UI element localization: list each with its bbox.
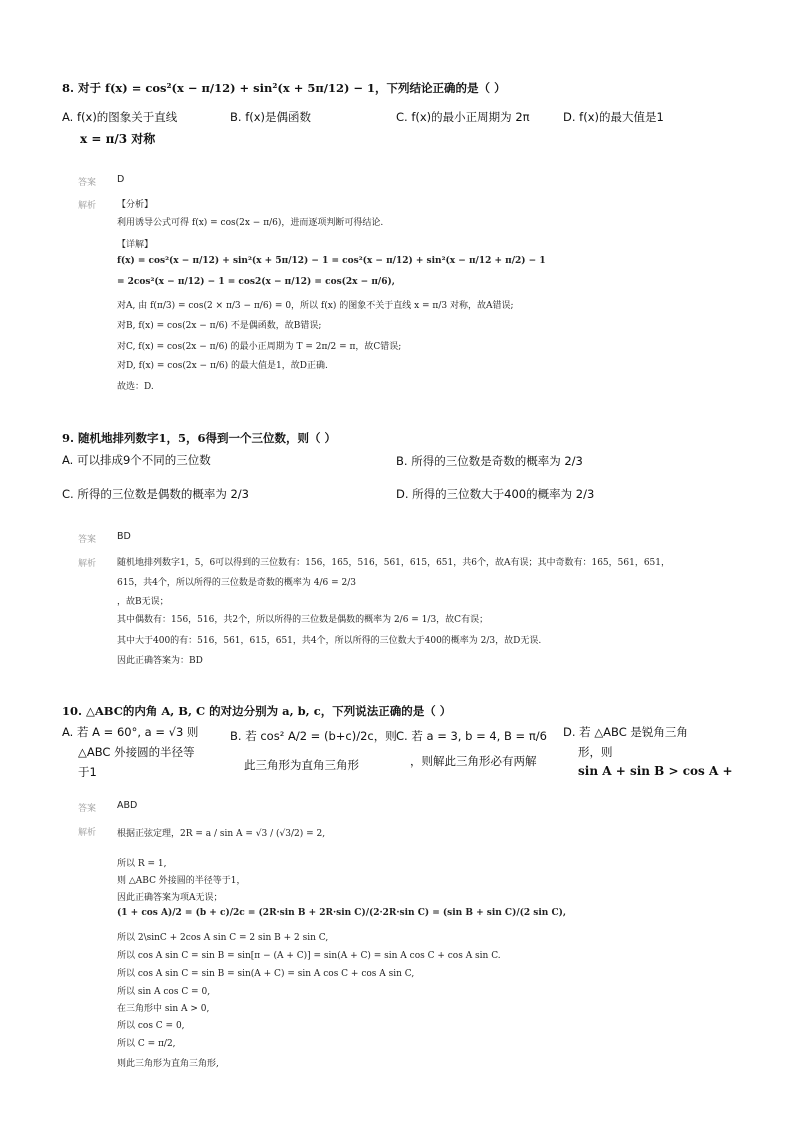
q10-line-10: 在三角形中 sin A > 0, bbox=[117, 1004, 210, 1014]
q8-answer-label: 答案 bbox=[78, 178, 97, 188]
q8-option-b: B. f(x)是偶函数 bbox=[230, 110, 312, 124]
q10-option-c-2: ，则解此三角形必有两解 bbox=[410, 754, 537, 768]
q10-line-3: 则 △ABC 外接圆的半径等于1， bbox=[117, 876, 246, 886]
q8-line-4: f(x) = cos²(x − π/12) + sin²(x + 5π/12) − 1 = cos²(x − π/12) + sin²(x − π/12 + π/2) − 1 bbox=[117, 256, 546, 266]
q8-line-3: 【详解】 bbox=[117, 240, 154, 250]
q9-line-6: 因此正确答案为：BD bbox=[117, 656, 203, 666]
q8-option-c: C. f(x)的最小正周期为 2π bbox=[396, 110, 530, 124]
q8-option-d: D. f(x)的最大值是1 bbox=[563, 110, 664, 124]
q10-option-b-1: B. 若 cos² A/2 = (b+c)/2c，则 bbox=[230, 729, 397, 743]
q10-option-d-3: sin A + sin B > cos A + bbox=[578, 764, 733, 778]
q9-stem: 9. 随机地排列数字1，5，6得到一个三位数，则（ ） bbox=[62, 431, 337, 445]
q10-line-5: (1 + cos A)/2 = (b + c)/2c = (2R·sin B + 2R·sin C)/(2·2R·sin C) = (sin B + sin C)/(2 sin C), bbox=[117, 908, 566, 918]
q8-line-10: 故选：D. bbox=[117, 382, 154, 392]
q9-option-b: B. 所得的三位数是奇数的概率为 2/3 bbox=[396, 454, 583, 468]
q8-option-a: A. f(x)的图象关于直线 bbox=[62, 110, 178, 124]
q10-line-11: 所以 cos C = 0, bbox=[117, 1021, 185, 1031]
q8-line-6: 对A, 由 f(π/3) = cos(2 × π/3 − π/6) = 0，所以 f(x) 的图象不关于直线 x = π/3 对称，故A错误; bbox=[117, 301, 514, 311]
q8-line-8: 对C, f(x) = cos(2x − π/6) 的最小正周期为 T = 2π/2 = π，故C错误; bbox=[117, 342, 402, 352]
q10-analysis-label: 解析 bbox=[78, 828, 97, 838]
q10-line-9: 所以 sin A cos C = 0, bbox=[117, 987, 211, 997]
q9-line-1: 随机地排列数字1，5，6可以得到的三位数有：156，165，516，561，615，651，共6个，故A有误；其中奇数有：165，561，651， bbox=[117, 558, 671, 568]
q9-option-a: A. 可以排成9个不同的三位数 bbox=[62, 453, 211, 467]
q8-line-9: 对D, f(x) = cos(2x − π/6) 的最大值是1，故D正确. bbox=[117, 361, 328, 371]
q9-line-3: ，故B无误； bbox=[117, 597, 169, 607]
q10-option-d-1: D. 若 △ABC 是锐角三角 bbox=[563, 725, 688, 739]
q8-answer: D bbox=[117, 174, 125, 185]
q9-line-2: 615，共4个，所以所得的三位数是奇数的概率为 4/6 = 2/3 bbox=[117, 578, 356, 588]
q9-answer-label: 答案 bbox=[78, 535, 97, 545]
q9-answer: BD bbox=[117, 531, 131, 542]
q10-answer: ABD bbox=[117, 800, 138, 811]
q10-line-6: 所以 2\sinC + 2cos A sin C = 2 sin B + 2 sin C, bbox=[117, 933, 329, 943]
q10-line-1: 根据正弦定理，2R = a / sin A = √3 / (√3/2) = 2, bbox=[117, 829, 326, 839]
q8-option-a-cont: x = π/3 对称 bbox=[80, 132, 156, 146]
q10-stem: 10. △ABC的内角 A, B, C 的对边分别为 a, b, c，下列说法正确的是（ ） bbox=[62, 704, 452, 718]
q10-option-b-2: 此三角形为直角三角形 bbox=[244, 758, 359, 772]
q10-line-13: 则此三角形为直角三角形, bbox=[117, 1059, 219, 1069]
q10-line-8: 所以 cos A sin C = sin B = sin(A + C) = sin A cos C + cos A sin C, bbox=[117, 969, 415, 979]
q9-option-d: D. 所得的三位数大于400的概率为 2/3 bbox=[396, 487, 595, 501]
q9-line-4: 其中偶数有：156，516，共2个，所以所得的三位数是偶数的概率为 2/6 = 1/3，故C有误； bbox=[117, 615, 489, 625]
q8-line-5: = 2cos²(x − π/12) − 1 = cos2(x − π/12) = cos(2x − π/6), bbox=[117, 277, 395, 287]
q10-option-a-3: 于1 bbox=[78, 765, 97, 779]
q8-stem: 8. 对于 f(x) = cos²(x − π/12) + sin²(x + 5π/12) − 1，下列结论正确的是（ ） bbox=[62, 81, 506, 95]
q10-option-c-1: C. 若 a = 3, b = 4, B = π/6 bbox=[396, 729, 547, 743]
q10-line-2: 所以 R = 1, bbox=[117, 859, 167, 869]
q9-option-c: C. 所得的三位数是偶数的概率为 2/3 bbox=[62, 487, 250, 501]
q10-answer-label: 答案 bbox=[78, 804, 97, 814]
q10-line-7: 所以 cos A sin C = sin B = sin[π − (A + C)] = sin(A + C) = sin A cos C + cos A sin C. bbox=[117, 951, 501, 961]
q8-line-2: 利用诱导公式可得 f(x) = cos(2x − π/6)，进而逐项判断可得结论. bbox=[117, 218, 384, 228]
q8-line-7: 对B, f(x) = cos(2x − π/6) 不是偶函数，故B错误; bbox=[117, 321, 322, 331]
q10-line-4: 因此正确答案为项A无误； bbox=[117, 893, 223, 903]
q9-line-5: 其中大于400的有：516，561，615，651，共4个，所以所得的三位数大于400的概率为 2/3，故D无误. bbox=[117, 636, 542, 646]
q10-option-a-1: A. 若 A = 60°, a = √3 则 bbox=[62, 725, 199, 739]
q10-option-d-2: 形，则 bbox=[578, 745, 613, 759]
q8-line-1: 【分析】 bbox=[117, 200, 154, 210]
q8-analysis-label: 解析 bbox=[78, 201, 97, 211]
q10-option-a-2: △ABC 外接圆的半径等 bbox=[78, 745, 195, 759]
q10-line-12: 所以 C = π/2, bbox=[117, 1039, 176, 1049]
q9-analysis-label: 解析 bbox=[78, 559, 97, 569]
